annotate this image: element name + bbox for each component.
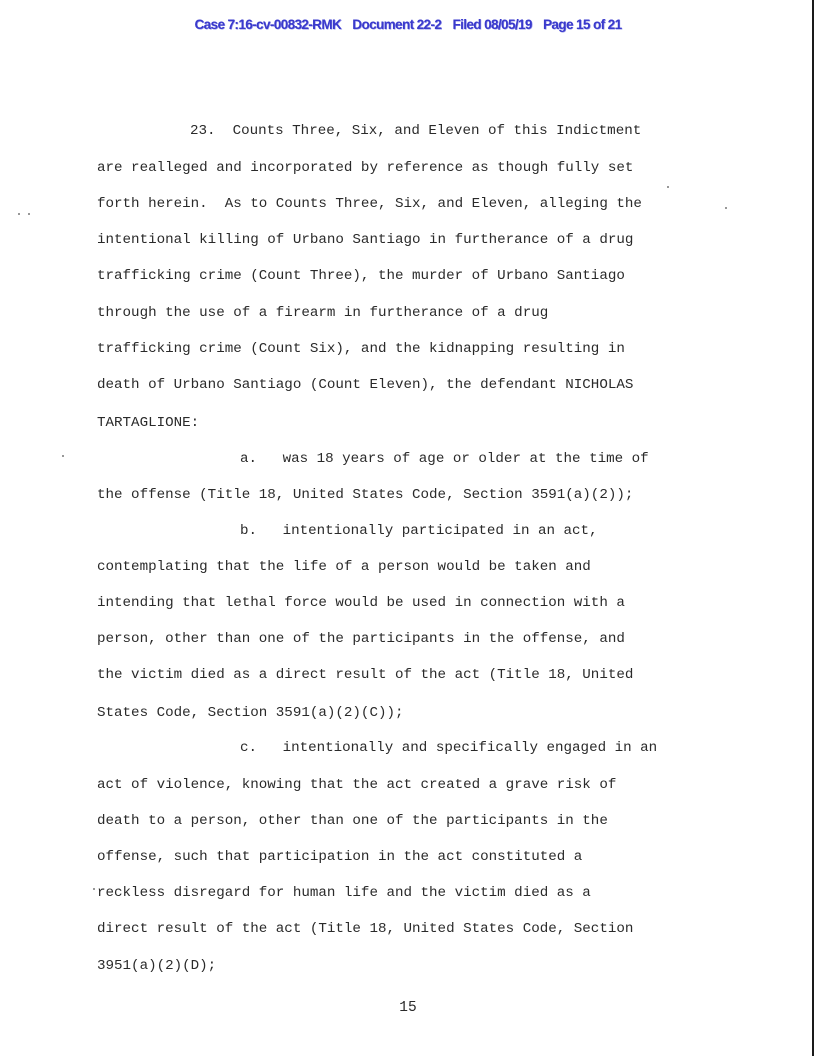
page-of-total: Page 15 of 21 <box>543 17 622 32</box>
body-line: death to a person, other than one of the participants in the <box>97 813 608 829</box>
item-b-line: b. intentionally participated in an act, <box>240 523 598 539</box>
body-line: the offense (Title 18, United States Code, Section 3591(a)(2)); <box>97 487 634 503</box>
paragraph-23-line: 23. Counts Three, Six, and Eleven of this Indictment <box>190 123 642 139</box>
body-line: trafficking crime (Count Six), and the kidnapping resulting in <box>97 341 625 357</box>
item-c-line: c. intentionally and specifically engaged in an <box>240 740 658 756</box>
body-line: death of Urbano Santiago (Count Eleven), the defendant NICHOLAS <box>97 377 634 393</box>
body-line: person, other than one of the participants in the offense, and <box>97 631 625 647</box>
body-line: trafficking crime (Count Three), the murder of Urbano Santiago <box>97 268 625 284</box>
scan-speck <box>725 207 727 209</box>
case-number: Case 7:16-cv-00832-RMK <box>194 17 342 32</box>
body-line: through the use of a firearm in furtherance of a drug <box>97 305 549 321</box>
body-line: are realleged and incorporated by reference as though fully set <box>97 160 634 176</box>
page-edge-line <box>812 0 814 1056</box>
filed-date: Filed 08/05/19 <box>452 17 532 32</box>
body-line: TARTAGLIONE: <box>97 415 200 431</box>
scan-speck <box>28 213 30 215</box>
document-number: Document 22-2 <box>352 17 442 32</box>
body-line: 3951(a)(2)(D); <box>97 958 217 974</box>
page-number: 15 <box>399 1000 417 1016</box>
body-line: the victim died as a direct result of the act (Title 18, United <box>97 667 634 683</box>
body-line: reckless disregard for human life and the victim died as a <box>97 885 591 901</box>
body-line: forth herein. As to Counts Three, Six, and Eleven, alleging the <box>97 196 642 212</box>
body-line: direct result of the act (Title 18, United States Code, Section <box>97 921 634 937</box>
body-line: intentional killing of Urbano Santiago in furtherance of a drug <box>97 232 634 248</box>
scan-speck <box>62 455 64 457</box>
item-a-line: a. was 18 years of age or older at the time of <box>240 451 649 467</box>
scan-speck <box>667 186 669 188</box>
body-line: offense, such that participation in the act constituted a <box>97 849 583 865</box>
body-line: act of violence, knowing that the act created a grave risk of <box>97 777 617 793</box>
court-filing-header <box>0 17 816 32</box>
body-line: States Code, Section 3591(a)(2)(C)); <box>97 705 404 721</box>
scan-speck <box>93 888 95 890</box>
body-line: intending that lethal force would be used in connection with a <box>97 595 625 611</box>
scan-speck <box>18 213 20 215</box>
body-line: contemplating that the life of a person would be taken and <box>97 559 591 575</box>
